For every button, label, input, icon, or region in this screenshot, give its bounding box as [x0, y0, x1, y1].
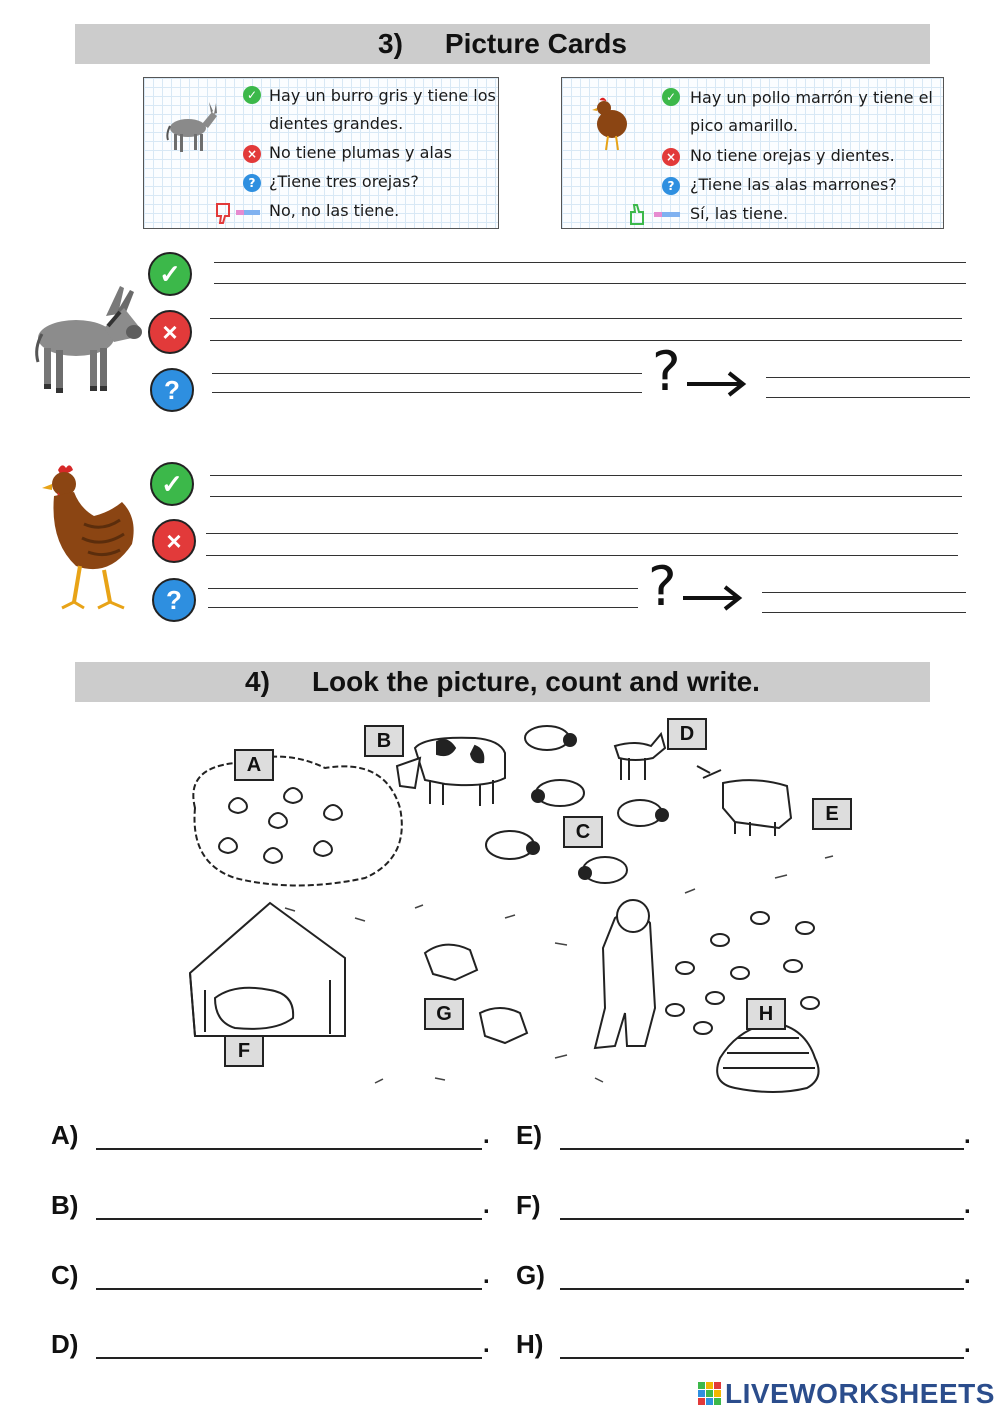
answer-letter-g: G) [516, 1260, 545, 1290]
card-line: ¿Tiene tres orejas? [269, 172, 419, 191]
chicken-small-image [590, 96, 634, 154]
donkey-small-image [162, 96, 222, 156]
picture-card-chicken [561, 77, 944, 229]
check-icon: ✓ [662, 88, 680, 106]
cross-icon: × [662, 148, 680, 166]
writing-line[interactable] [212, 373, 642, 374]
question-mark: ? [652, 340, 681, 403]
writing-line[interactable] [208, 607, 638, 608]
cross-icon: × [243, 145, 261, 163]
scene-label-e: E [812, 798, 852, 830]
answer-end: . [483, 1262, 490, 1289]
card-line: No tiene orejas y dientes. [690, 146, 895, 165]
writing-line[interactable] [762, 592, 966, 593]
liveworksheets-grid-icon [698, 1382, 722, 1406]
answer-line-d[interactable] [96, 1357, 482, 1359]
scene-label-f: F [224, 1035, 264, 1067]
answer-letter-d: D) [51, 1329, 79, 1359]
liveworksheets-logo [698, 1378, 995, 1410]
donkey-image [28, 276, 143, 398]
answer-end: . [964, 1331, 971, 1358]
card-line: dientes grandes. [269, 114, 404, 133]
writing-line[interactable] [766, 397, 970, 398]
answer-line-c[interactable] [96, 1288, 482, 1290]
writing-line[interactable] [206, 555, 958, 556]
answer-end: . [483, 1122, 490, 1149]
arrow-right-icon [681, 584, 743, 612]
card-line: ¿Tiene las alas marrones? [690, 175, 897, 194]
writing-line[interactable] [214, 283, 966, 284]
question-icon: ? [662, 177, 680, 195]
card-line: No tiene plumas y alas [269, 143, 452, 162]
scene-label-d: D [667, 718, 707, 750]
thumbs-up-icon [628, 202, 684, 228]
answer-end: . [964, 1122, 971, 1149]
writing-line[interactable] [214, 262, 966, 263]
cross-icon: × [148, 310, 192, 354]
card-line: pico amarillo. [690, 116, 798, 135]
writing-line[interactable] [762, 612, 966, 613]
answer-line-a[interactable] [96, 1148, 482, 1150]
section-4-header [75, 662, 930, 702]
answer-end: . [964, 1192, 971, 1219]
thumbs-down-icon [214, 202, 264, 226]
section-3-number: 3) [378, 28, 403, 59]
card-line: No, no las tiene. [269, 201, 400, 220]
section-3-header [75, 24, 930, 64]
question-icon: ? [152, 578, 196, 622]
chicken-image [40, 462, 140, 620]
answer-letter-h: H) [516, 1329, 544, 1359]
liveworksheets-brand: LIVEWORKSHEETS [725, 1378, 995, 1409]
writing-line[interactable] [210, 496, 962, 497]
check-icon: ✓ [148, 252, 192, 296]
question-mark: ? [648, 555, 677, 618]
writing-line[interactable] [766, 377, 970, 378]
answer-letter-f: F) [516, 1190, 541, 1220]
check-icon: ✓ [150, 462, 194, 506]
answer-line-f[interactable] [560, 1218, 964, 1220]
writing-line[interactable] [210, 318, 962, 319]
section-3-title: Picture Cards [444, 28, 627, 59]
section-4-number: 4) [245, 666, 270, 697]
answer-letter-e: E) [516, 1120, 542, 1150]
writing-line[interactable] [208, 588, 638, 589]
arrow-right-icon [685, 370, 747, 398]
answer-line-g[interactable] [560, 1288, 964, 1290]
writing-line[interactable] [210, 340, 962, 341]
cross-icon: × [152, 519, 196, 563]
answer-line-e[interactable] [560, 1148, 964, 1150]
scene-label-a: A [234, 749, 274, 781]
answer-end: . [483, 1192, 490, 1219]
answer-line-h[interactable] [560, 1357, 964, 1359]
card-line: Hay un burro gris y tiene los [269, 86, 496, 105]
answer-end: . [483, 1331, 490, 1358]
scene-label-c: C [563, 816, 603, 848]
section-4-title: Look the picture, count and write. [311, 666, 760, 697]
answer-end: . [964, 1262, 971, 1289]
answer-line-b[interactable] [96, 1218, 482, 1220]
card-line: Hay un pollo marrón y tiene el [690, 88, 933, 107]
scene-label-h: H [746, 998, 786, 1030]
answer-letter-c: C) [51, 1260, 79, 1290]
scene-label-g: G [424, 998, 464, 1030]
picture-card-donkey [143, 77, 499, 229]
check-icon: ✓ [243, 86, 261, 104]
writing-line[interactable] [210, 475, 962, 476]
question-icon: ? [150, 368, 194, 412]
writing-line[interactable] [212, 392, 642, 393]
answer-letter-b: B) [51, 1190, 79, 1220]
farm-scene-illustration [175, 718, 855, 1098]
writing-line[interactable] [206, 533, 958, 534]
question-icon: ? [243, 174, 261, 192]
answer-letter-a: A) [51, 1120, 79, 1150]
card-line: Sí, las tiene. [690, 204, 789, 223]
scene-label-b: B [364, 725, 404, 757]
